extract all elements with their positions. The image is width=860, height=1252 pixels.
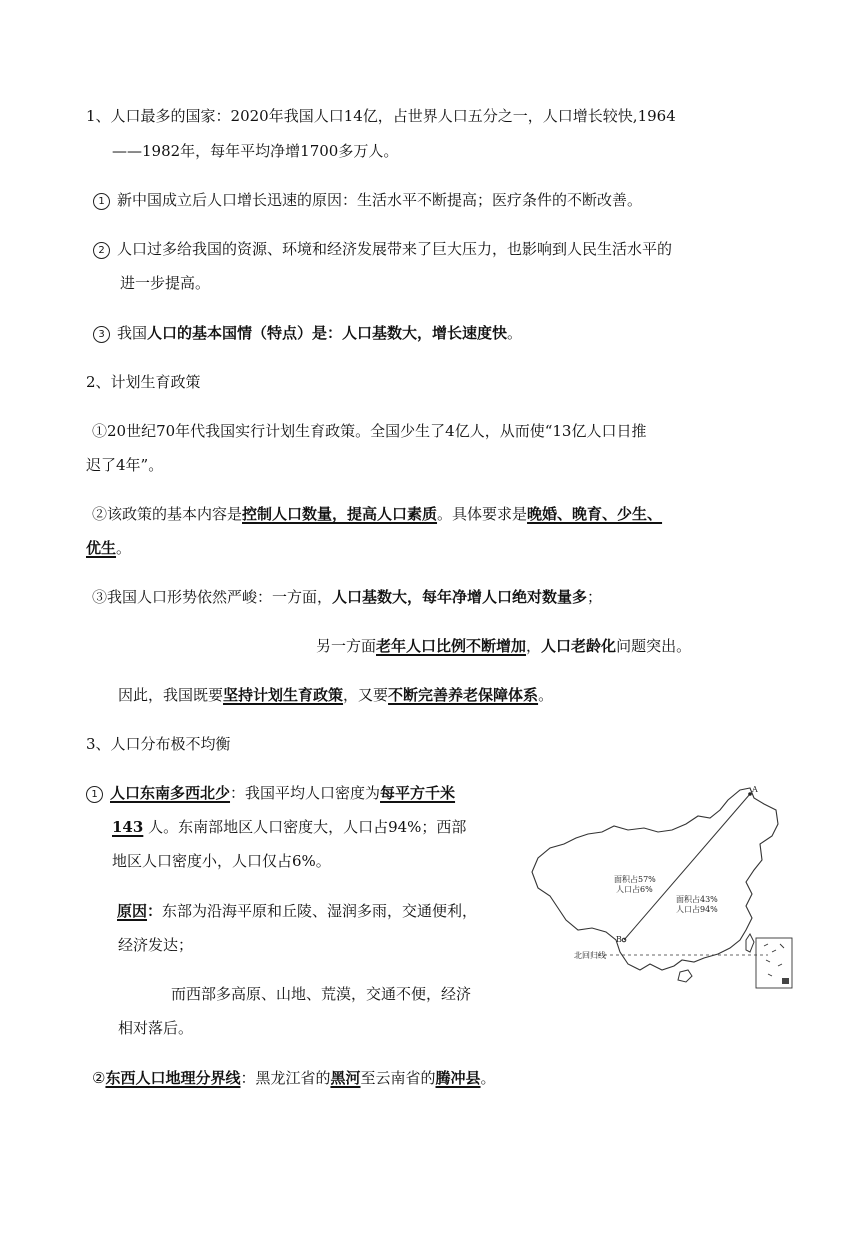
s1-line2: ——1982年，每年平均净增1700多万人。 (112, 142, 399, 160)
point-b-label: B (616, 935, 622, 944)
s3-line-c: ：黑龙江省的 (240, 1069, 331, 1087)
tropic-label: 北回归线 (574, 951, 606, 960)
east-area-label: 面积占43% (676, 895, 718, 904)
inset-islands (764, 944, 784, 976)
s3-reason-line1 (117, 904, 477, 919)
heihe-tengchong-line (624, 794, 750, 940)
s2-p1-line1: ①20世纪70年代我国实行计划生育政策。全国少生了4亿人，从而使“13亿人口日推 (92, 422, 647, 440)
s2-p2-a: ②该政策的基本内容是 (92, 505, 243, 523)
s2-p2-f: 。 (116, 539, 132, 557)
s2-p4-b: 老年人口比例不断增加 (376, 637, 527, 655)
s2-p5-d: 不断完善养老保障体系 (388, 686, 539, 704)
s2-p4-a: 另一方面 (316, 637, 377, 655)
s3-i1-c: 每平方千米 (380, 784, 456, 802)
s3-item1-line1 (86, 786, 455, 803)
s2-p4-c: ， (526, 637, 542, 655)
china-population-map (528, 784, 800, 996)
s1-item2-line2: 进一步提高。 (120, 274, 211, 292)
s2-p4-d: 人口老龄化 (541, 637, 617, 655)
s1-item3-bold: 人口的基本国情（特点）是：人口基数大，增长速度快 (147, 324, 508, 342)
s2-heading: 2、计划生育政策 (86, 373, 201, 391)
s3-boundary-line (92, 1071, 496, 1086)
s3-heading: 3、人口分布极不均衡 (86, 735, 231, 753)
s2-p5-c: ，又要 (343, 686, 389, 704)
circled-number-1: 1 (93, 193, 110, 210)
s2-p4 (316, 639, 691, 654)
s3-i1-a: 人口东南多西北少 (110, 784, 231, 802)
s2-p5-b: 坚持计划生育政策 (223, 686, 344, 704)
s1-item3-a: 我国 (117, 324, 148, 342)
s2-p2-line1 (92, 507, 662, 522)
hainan-island (678, 970, 692, 982)
s3-reason-line3: 而西部多高原、山地、荒漠，交通不便，经济 (171, 985, 472, 1003)
s2-p5-e: 。 (538, 686, 554, 704)
point-a-label: A (752, 785, 758, 794)
circled-number-3: 3 (93, 326, 110, 343)
s1-item1-text: 新中国成立后人口增长迅速的原因：生活水平不断提高；医疗条件的不断改善。 (117, 191, 643, 209)
west-area-label: 面积占57% (614, 875, 656, 884)
s1-item3-c: 。 (507, 324, 523, 342)
s2-p5 (118, 688, 553, 703)
circled-number-2: 2 (93, 242, 110, 259)
s3-reason-line4: 相对落后。 (118, 1019, 194, 1037)
taiwan-island (746, 934, 754, 952)
s3-i1-e: 人。东南部地区人口密度大，人口占94%；西部 (148, 818, 467, 836)
west-pop-label: 人口占6% (616, 885, 653, 894)
s3-line-g: 。 (480, 1069, 496, 1087)
s3-line-e: 至云南省的 (360, 1069, 436, 1087)
s1-item1 (93, 193, 642, 210)
s3-line-d: 黑河 (330, 1069, 361, 1087)
s2-p3-a: ③我国人口形势依然严峻：一方面， (92, 588, 333, 606)
s3-reason-a: 东部为沿海平原和丘陵、湿润多雨，交通便利， (162, 902, 478, 920)
s2-p2-e: 优生 (86, 539, 117, 557)
s2-p2-c: 。具体要求是 (437, 505, 528, 523)
s2-p1-line2: 迟了4年”。 (86, 456, 164, 474)
east-pop-label: 人口占94% (676, 905, 718, 914)
s3-line-f: 腾冲县 (435, 1069, 481, 1087)
s3-i1-b: ：我国平均人口密度为 (230, 784, 381, 802)
circled-number-1b: 1 (86, 786, 103, 803)
s3-reason-label: 原因 (117, 902, 148, 920)
s3-line-a: ② (92, 1069, 106, 1087)
s3-reason-line2: 经济发达； (118, 936, 194, 954)
s2-p2-requirements: 晚婚、晚育、少生、 (527, 505, 663, 523)
s2-p5-a: 因此，我国既要 (118, 686, 224, 704)
s3-reason-colon: ： (147, 902, 163, 920)
s2-p3-c: ； (587, 588, 603, 606)
s1-item3 (93, 326, 522, 343)
s2-p2-line2 (86, 541, 131, 556)
s1-item2-text: 人口过多给我国的资源、环境和经济发展带来了巨大压力，也影响到人民生活水平的 (117, 240, 673, 258)
s3-i1-d: 143 (112, 818, 144, 836)
s1-item2-line1 (93, 242, 672, 259)
s3-item1-line3: 地区人口密度小，人口仅占6%。 (112, 852, 331, 870)
s2-p3-b: 人口基数大，每年净增人口绝对数量多 (332, 588, 588, 606)
s3-line-b: 东西人口地理分界线 (105, 1069, 241, 1087)
s3-item1-line2 (112, 820, 466, 835)
s1-line1: 1、人口最多的国家：2020年我国人口14亿，占世界人口五分之一，人口增长较快,1964 (86, 107, 676, 125)
s2-p2-content: 控制人口数量，提高人口素质 (242, 505, 438, 523)
inset-scale (782, 978, 789, 984)
s2-p4-e: 问题突出。 (616, 637, 692, 655)
s2-p3 (92, 590, 602, 605)
